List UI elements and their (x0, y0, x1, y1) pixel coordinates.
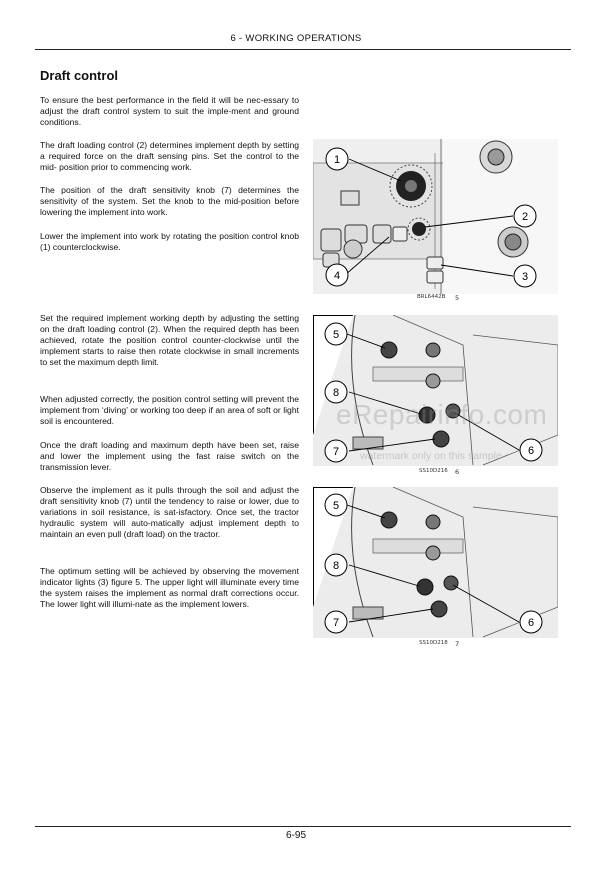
figure-5-illustration (313, 139, 558, 294)
callout-4: 4 (333, 270, 341, 282)
page-heading: Draft control (40, 68, 118, 83)
header-rule (35, 49, 571, 50)
paragraph-1: To ensure the best performance in the field it will be nec-essary to adjust the draft control system to suit the imple-ment and ground conditions. (40, 95, 299, 127)
callout-8: 8 (332, 560, 340, 572)
figure-6-number: 6 (455, 468, 460, 476)
callout-1: 1 (333, 154, 341, 166)
callout-5: 5 (332, 329, 340, 341)
footer-rule (35, 826, 571, 827)
figure-6-caption: SS10D216 (419, 468, 448, 474)
figure-5-caption: BRL6442B (417, 294, 446, 300)
figure-7-illustration (313, 487, 558, 638)
watermark-note: watermark only on this sample (360, 450, 502, 462)
section-header: 6 - WORKING OPERATIONS (230, 33, 362, 44)
figure-5-number: 5 (455, 294, 460, 302)
figure-7-sensitivity-knobs (313, 487, 558, 650)
paragraph-5: Set the required implement working depth by adjusting the setting on the draft loading control (2). When the required depth has been achieved, rotate the position control counter-clockwise until the implement starts to raise then rotate clockwise in small increments to set the maximum depth limit. (40, 313, 299, 367)
figure-7-number: 7 (455, 640, 460, 648)
paragraph-6: When adjusted correctly, the position control setting will prevent the implement from ‘diving’ or working too deep if an area of soft or light soil is encountered. (40, 394, 299, 426)
paragraph-7: Once the draft loading and maximum depth have been set, raise and lower the implement using the fast raise switch on the transmission lever. (40, 440, 299, 472)
callout-2: 2 (521, 211, 529, 223)
paragraph-4: Lower the implement into work by rotating the position control knob (1) counterclockwise. (40, 231, 299, 252)
page-number: 6-95 (285, 830, 306, 841)
figure-6-illustration (313, 315, 558, 466)
callout-8: 8 (332, 387, 340, 399)
watermark-brand: eRepairinfo.com (336, 399, 548, 430)
callout-6: 6 (527, 617, 535, 629)
paragraph-2: The draft loading control (2) determines implement depth by setting a required force on the draft sensing pins. Set the control to the mid- position prior to commencing work. (40, 140, 299, 172)
paragraph-3: The position of the draft sensitivity knob (7) determines the sensitivity of the system. Set the knob to the mid-position before lowering the implement into work. (40, 185, 299, 217)
paragraph-8: Observe the implement as it pulls through the soil and adjust the draft sensitivity knob (7) until the tendency to raise or lower, due to variations in soil resistance, is sat-isfactory. Once set, the tractor hydraulic system will auto-matically adjust implement depth to maintain an even pull (draft load) on the tractor. (40, 485, 299, 539)
callout-7: 7 (332, 617, 340, 629)
paragraph-9: The optimum setting will be achieved by observing the movement indicator lights (3) figure 5. The upper light will illuminate every time the system raises the implement as normal draft corrections occur. The lower light will illumi-nate as the implement lowers. (40, 566, 299, 609)
callout-6: 6 (527, 445, 535, 457)
callout-7: 7 (332, 446, 340, 458)
figure-5-draft-controls (313, 139, 558, 302)
figure-7-caption: SS10D218 (419, 640, 448, 646)
callout-5: 5 (332, 500, 340, 512)
callout-3: 3 (521, 271, 529, 283)
